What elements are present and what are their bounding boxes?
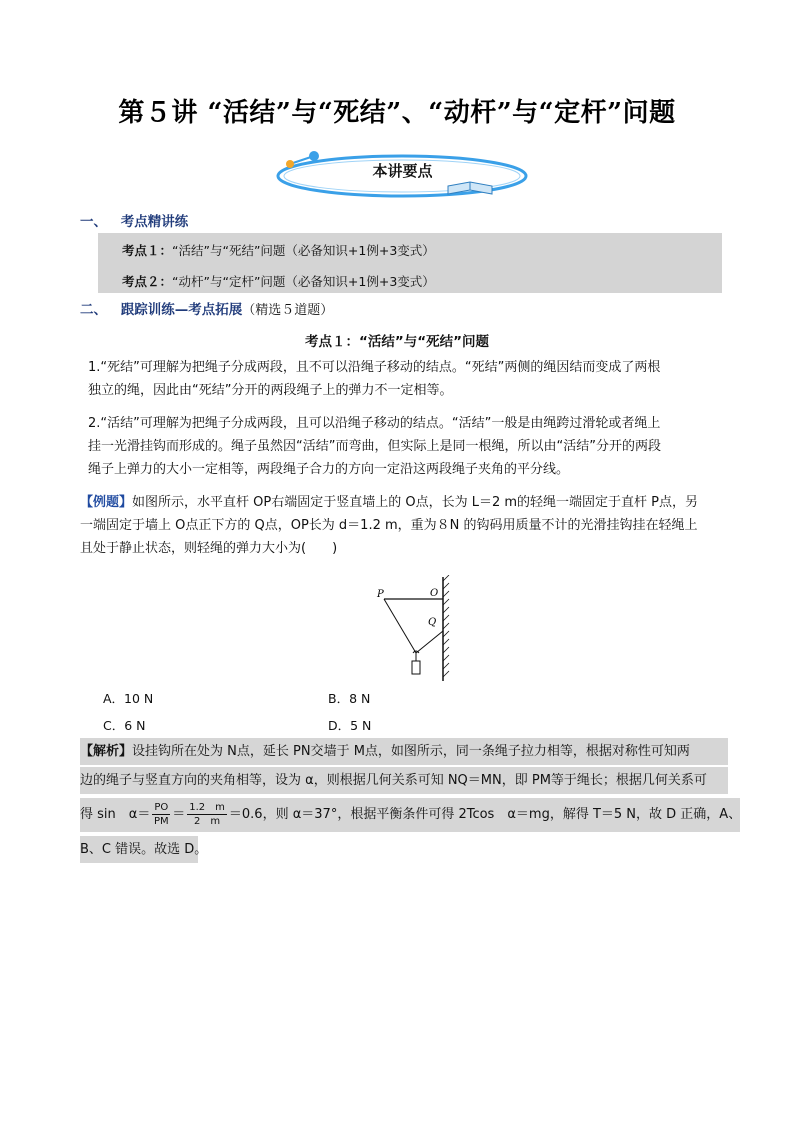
topic-2-text: “动杆”与“定杆”问题（必备知识+1例+3变式） (172, 274, 435, 289)
analysis-text-3: ＝0.6，则 α＝37°，根据平衡条件可得 2Tcos α＝mg，解得 T＝5 N，故 D 正确，A、 (228, 807, 742, 822)
paragraph-dead-knot (88, 356, 718, 402)
fraction-1-numerator: PO (154, 802, 169, 813)
rope-diagram (372, 575, 452, 683)
option-c: C．6 N (103, 718, 146, 733)
paragraph-2-line-2: 挂一光滑挂钩而形成的。绳子虽然因“活结”而弯曲，但实际上是同一根绳，所以由“活结”分开的两段 (88, 439, 661, 454)
analysis-line-1 (80, 738, 728, 765)
fraction-1-denominator: PM (153, 816, 169, 827)
analysis-sin-prefix: 得 sin α＝ (80, 807, 151, 822)
section-2-extra: （精选５道题） (242, 303, 334, 318)
topic-2-line (122, 272, 435, 290)
option-d: D．5 N (328, 718, 372, 733)
key-points-badge (270, 150, 535, 200)
analysis-equals: ＝ (172, 807, 186, 822)
option-a: A．10 N (103, 691, 154, 706)
label-q: Q (428, 617, 437, 628)
example-line-3: 且处于静止状态，则轻绳的弹力大小为( ) (80, 541, 338, 556)
paragraph-1-line-2: 独立的绳，因此由“死结”分开的两段绳子上的弹力不一定相等。 (88, 383, 453, 398)
paragraph-2-line-1: 2.“活结”可理解为把绳子分成两段，且可以沿绳子移动的结点。“活结”一般是由绳跨过滑轮或者绳上 (88, 416, 661, 431)
section-1-title: 考点精讲练 (120, 214, 189, 230)
analysis-label: 【解析】 (80, 744, 133, 759)
paragraph-1-line-1: 1.“死结”可理解为把绳子分成两段，且不可以沿绳子移动的结点。“死结”两侧的绳因结而变成了两根 (88, 360, 661, 375)
option-b: B．8 N (328, 691, 371, 706)
example-label: 【例题】 (80, 495, 133, 510)
label-o: O (430, 588, 439, 599)
analysis-text-1: 设挂钩所在处为 N点，延长 PN交墙于 M点，如图所示，同一条绳子拉力相等，根据对称性可知两 (132, 744, 690, 759)
analysis-line-2: 边的绳子与竖直方向的夹角相等，设为 α，则根据几何关系可知 NQ＝MN，即 PM等于绳长；根据几何关系可 (80, 767, 728, 794)
topic-2-label: 考点２： (122, 274, 173, 289)
fraction-values (187, 801, 227, 828)
fraction-po-pm (152, 801, 170, 828)
badge-label: 本讲要点 (372, 162, 433, 180)
section-1-number: 一、 (80, 214, 107, 230)
label-p: P (377, 589, 384, 600)
analysis-line-4: B、C 错误。故选 D。 (80, 836, 198, 863)
topic-1-line (122, 241, 435, 259)
fraction-2-denominator: 2 m (194, 816, 221, 827)
example-line-2: 一端固定于墙上 O点正下方的 Q点，OP长为 d＝1.2 m，重为８N 的钩码用质量不计的光滑挂钩挂在轻绳上 (80, 518, 698, 533)
example-problem (80, 491, 730, 560)
topic-1-text: “活结”与“死结”问题（必备知识+1例+3变式） (172, 243, 435, 258)
section-2-heading (80, 298, 333, 318)
section-2-number: 二、 (80, 302, 107, 318)
rope-hook-figure (372, 575, 452, 683)
section-2-title: 跟踪训练—考点拓展 (120, 302, 243, 318)
page-title: 第５讲 “活结”与“死结”、“动杆”与“定杆”问题 (118, 98, 676, 128)
analysis-line-3 (80, 798, 740, 832)
section-1-heading (80, 210, 188, 230)
paragraph-2-line-3: 绳子上弹力的大小一定相等，两段绳子合力的方向一定沿这两段绳子夹角的平分线。 (88, 462, 570, 477)
fraction-2-numerator: 1.2 m (189, 802, 225, 813)
topic-1-subheading: 考点１：“活结”与“死结”问题 (305, 334, 489, 350)
paragraph-live-knot (88, 412, 718, 481)
topic-1-label: 考点１： (122, 243, 173, 258)
example-line-1: 如图所示，水平直杆 OP右端固定于竖直墙上的 O点，长为 L＝2 m的轻绳一端固定于直杆 P点，另 (132, 495, 698, 510)
